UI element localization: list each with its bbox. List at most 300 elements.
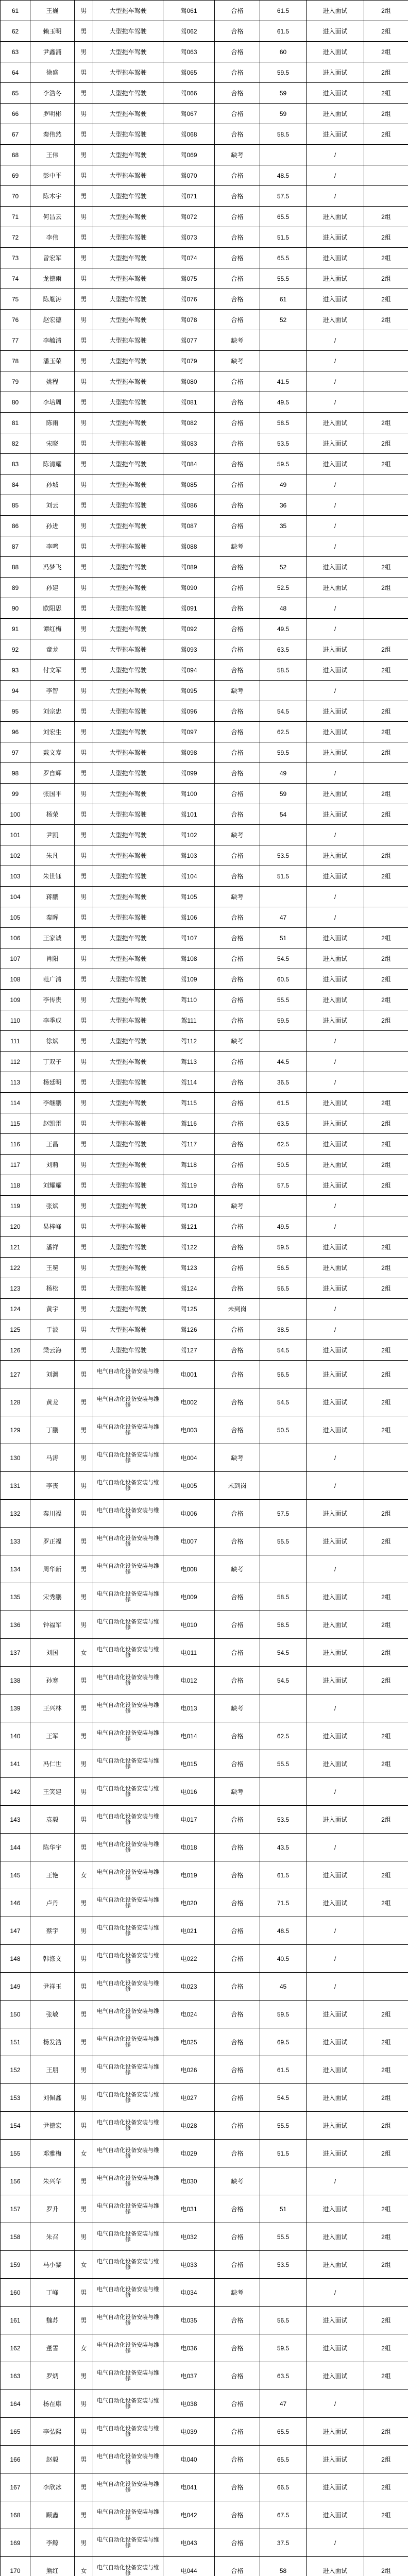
interview-status-cell: 进入面试	[307, 1528, 364, 1555]
name-cell: 孙寒	[30, 1667, 75, 1694]
interview-status-cell: 进入面试	[307, 701, 364, 722]
gender-cell: 男	[75, 1611, 93, 1639]
job-position-cell: 大型拖车驾驶	[93, 804, 163, 825]
group-cell: 2组	[364, 2056, 408, 2084]
qualification-cell: 合格	[215, 639, 260, 660]
interview-status-cell: /	[307, 1216, 364, 1237]
job-position-cell: 大型拖车驾驶	[93, 1134, 163, 1155]
job-position-cell: 大型拖车驾驶	[93, 948, 163, 969]
group-cell: 2组	[364, 2084, 408, 2112]
row-number-cell: 114	[1, 1093, 30, 1113]
group-cell: 2组	[364, 1, 408, 21]
table-row	[1, 619, 408, 639]
gender-cell: 男	[75, 1973, 93, 2001]
exam-number-cell: 驾067	[163, 104, 215, 124]
group-cell: 2组	[364, 969, 408, 990]
group-cell: 2组	[364, 2418, 408, 2446]
qualification-cell: 合格	[215, 1611, 260, 1639]
score-cell	[260, 1694, 307, 1722]
interview-status-cell: /	[307, 371, 364, 392]
interview-status-cell: 进入面试	[307, 1750, 364, 1778]
exam-number-cell: 驾100	[163, 784, 215, 804]
table-row	[1, 1258, 408, 1278]
job-position-cell: 大型拖车驾驶	[93, 1237, 163, 1258]
group-cell: 2组	[364, 83, 408, 104]
interview-status-cell: 进入面试	[307, 1583, 364, 1611]
name-cell: 丁鹏	[30, 1416, 75, 1444]
job-position-cell: 电气自动化设备安装与维修	[93, 1444, 163, 1472]
group-cell: 2组	[364, 2001, 408, 2028]
table-row	[1, 742, 408, 763]
score-cell: 60	[260, 42, 307, 62]
interview-status-cell: /	[307, 1072, 364, 1093]
table-row	[1, 1278, 408, 1299]
gender-cell: 男	[75, 1278, 93, 1299]
table-row	[1, 1134, 408, 1155]
gender-cell: 男	[75, 1093, 93, 1113]
score-cell: 48.5	[260, 1917, 307, 1945]
gender-cell: 男	[75, 907, 93, 928]
qualification-cell: 合格	[215, 2362, 260, 2390]
exam-number-cell: 驾096	[163, 701, 215, 722]
score-cell	[260, 330, 307, 351]
row-number-cell: 109	[1, 990, 30, 1010]
table-row	[1, 21, 408, 42]
gender-cell: 男	[75, 289, 93, 310]
row-number-cell: 104	[1, 887, 30, 907]
name-cell: 周华新	[30, 1555, 75, 1583]
group-cell: 2组	[364, 1155, 408, 1175]
interview-status-cell: 进入面试	[307, 268, 364, 289]
job-position-cell: 大型拖车驾驶	[93, 1319, 163, 1340]
qualification-cell: 合格	[215, 1528, 260, 1555]
group-cell	[364, 1216, 408, 1237]
group-cell: 2组	[364, 1889, 408, 1917]
qualification-cell: 合格	[215, 83, 260, 104]
row-number-cell: 95	[1, 701, 30, 722]
job-position-cell: 大型拖车驾驶	[93, 371, 163, 392]
name-cell: 杨廷明	[30, 1072, 75, 1093]
name-cell: 秦晖	[30, 907, 75, 928]
job-position-cell: 电气自动化设备安装与维修	[93, 1778, 163, 1806]
row-number-cell: 83	[1, 454, 30, 474]
job-position-cell: 大型拖车驾驶	[93, 866, 163, 887]
row-number-cell: 140	[1, 1722, 30, 1750]
name-cell: 王昌	[30, 1134, 75, 1155]
interview-status-cell: /	[307, 2390, 364, 2418]
group-cell	[364, 1052, 408, 1072]
table-row	[1, 1, 408, 21]
gender-cell: 男	[75, 1052, 93, 1072]
exam-number-cell: 电004	[163, 1444, 215, 1472]
gender-cell: 男	[75, 474, 93, 495]
gender-cell: 男	[75, 1945, 93, 1973]
group-cell: 2组	[364, 2362, 408, 2390]
interview-status-cell: /	[307, 2529, 364, 2557]
name-cell: 陈胤涛	[30, 289, 75, 310]
qualification-cell: 合格	[215, 2001, 260, 2028]
name-cell: 王伟	[30, 145, 75, 165]
group-cell: 2组	[364, 454, 408, 474]
score-cell: 54	[260, 804, 307, 825]
qualification-cell: 缺考	[215, 330, 260, 351]
interview-status-cell: 进入面试	[307, 2112, 364, 2140]
qualification-cell: 合格	[215, 2251, 260, 2279]
qualification-cell: 合格	[215, 2028, 260, 2056]
score-cell: 36	[260, 495, 307, 516]
job-position-cell: 电气自动化设备安装与维修	[93, 2140, 163, 2167]
name-cell: 李智	[30, 681, 75, 701]
job-position-cell: 电气自动化设备安装与维修	[93, 2001, 163, 2028]
gender-cell: 男	[75, 1694, 93, 1722]
group-cell	[364, 2529, 408, 2557]
interview-status-cell: 进入面试	[307, 104, 364, 124]
exam-number-cell: 驾116	[163, 1113, 215, 1134]
name-cell: 杨在康	[30, 2390, 75, 2418]
interview-status-cell: 进入面试	[307, 1278, 364, 1299]
interview-status-cell: /	[307, 1472, 364, 1500]
name-cell: 潘祥	[30, 1237, 75, 1258]
gender-cell: 男	[75, 310, 93, 330]
score-cell: 61.5	[260, 1, 307, 21]
qualification-cell: 合格	[215, 474, 260, 495]
gender-cell: 男	[75, 516, 93, 536]
table-row	[1, 1778, 408, 1806]
row-number-cell: 156	[1, 2167, 30, 2195]
row-number-cell: 108	[1, 969, 30, 990]
row-number-cell: 163	[1, 2362, 30, 2390]
gender-cell: 男	[75, 2279, 93, 2307]
table-row	[1, 1945, 408, 1973]
interview-status-cell: 进入面试	[307, 2473, 364, 2501]
row-number-cell: 160	[1, 2279, 30, 2307]
exam-number-cell: 驾126	[163, 1319, 215, 1340]
interview-status-cell: 进入面试	[307, 866, 364, 887]
table-row	[1, 1528, 408, 1555]
table-row	[1, 887, 408, 907]
gender-cell: 男	[75, 1889, 93, 1917]
row-number-cell: 71	[1, 207, 30, 227]
exam-number-cell: 驾084	[163, 454, 215, 474]
exam-number-cell: 驾075	[163, 268, 215, 289]
job-position-cell: 电气自动化设备安装与维修	[93, 1889, 163, 1917]
group-cell: 2组	[364, 1134, 408, 1155]
table-row	[1, 845, 408, 866]
qualification-cell: 合格	[215, 990, 260, 1010]
score-cell: 47	[260, 907, 307, 928]
score-cell: 53.5	[260, 1806, 307, 1834]
group-cell	[364, 1917, 408, 1945]
name-cell: 戴文寿	[30, 742, 75, 763]
gender-cell: 男	[75, 2390, 93, 2418]
name-cell: 黄龙	[30, 1388, 75, 1416]
interview-status-cell: 进入面试	[307, 2084, 364, 2112]
qualification-cell: 缺考	[215, 1694, 260, 1722]
row-number-cell: 115	[1, 1113, 30, 1134]
interview-status-cell: /	[307, 186, 364, 207]
row-number-cell: 97	[1, 742, 30, 763]
qualification-cell: 合格	[215, 124, 260, 145]
score-cell: 55.5	[260, 2223, 307, 2251]
job-position-cell: 电气自动化设备安装与维修	[93, 1750, 163, 1778]
qualification-cell: 合格	[215, 186, 260, 207]
interview-status-cell: /	[307, 474, 364, 495]
group-cell: 2组	[364, 104, 408, 124]
interview-status-cell: /	[307, 1778, 364, 1806]
job-position-cell: 大型拖车驾驶	[93, 845, 163, 866]
name-cell: 张斌	[30, 1196, 75, 1216]
gender-cell: 男	[75, 1500, 93, 1528]
gender-cell: 男	[75, 598, 93, 619]
interview-status-cell: 进入面试	[307, 639, 364, 660]
table-row	[1, 1113, 408, 1134]
row-number-cell: 88	[1, 557, 30, 578]
row-number-cell: 130	[1, 1444, 30, 1472]
name-cell: 罗升	[30, 2195, 75, 2223]
row-number-cell: 137	[1, 1639, 30, 1667]
job-position-cell: 电气自动化设备安装与维修	[93, 1361, 163, 1388]
job-position-cell: 大型拖车驾驶	[93, 722, 163, 742]
gender-cell: 男	[75, 784, 93, 804]
interview-status-cell: /	[307, 1945, 364, 1973]
job-position-cell: 电气自动化设备安装与维修	[93, 2501, 163, 2529]
interview-status-cell: 进入面试	[307, 2223, 364, 2251]
group-cell: 2组	[364, 722, 408, 742]
exam-number-cell: 驾093	[163, 639, 215, 660]
score-cell: 54.5	[260, 1667, 307, 1694]
group-cell	[364, 1555, 408, 1583]
group-cell	[364, 1196, 408, 1216]
score-cell: 59.5	[260, 2001, 307, 2028]
name-cell: 王军	[30, 1722, 75, 1750]
table-row	[1, 2112, 408, 2140]
exam-number-cell: 驾125	[163, 1299, 215, 1319]
interview-status-cell: /	[307, 1031, 364, 1052]
table-row	[1, 124, 408, 145]
score-cell: 49.5	[260, 619, 307, 639]
interview-status-cell: 进入面试	[307, 227, 364, 248]
gender-cell: 男	[75, 1175, 93, 1196]
table-row	[1, 2028, 408, 2056]
row-number-cell: 89	[1, 578, 30, 598]
row-number-cell: 135	[1, 1583, 30, 1611]
score-cell	[260, 2279, 307, 2307]
gender-cell: 男	[75, 536, 93, 557]
interview-status-cell: /	[307, 145, 364, 165]
qualification-cell: 合格	[215, 1834, 260, 1861]
table-row	[1, 413, 408, 433]
interview-status-cell: 进入面试	[307, 1237, 364, 1258]
gender-cell: 男	[75, 1155, 93, 1175]
gender-cell: 男	[75, 145, 93, 165]
group-cell: 2组	[364, 2112, 408, 2140]
qualification-cell: 合格	[215, 104, 260, 124]
name-cell: 徐斌	[30, 1031, 75, 1052]
table-row	[1, 495, 408, 516]
row-number-cell: 170	[1, 2557, 30, 2576]
row-number-cell: 110	[1, 1010, 30, 1031]
gender-cell: 男	[75, 1555, 93, 1583]
group-cell	[364, 495, 408, 516]
name-cell: 李浩冬	[30, 83, 75, 104]
table-row	[1, 2390, 408, 2418]
exam-number-cell: 驾113	[163, 1052, 215, 1072]
exam-number-cell: 驾065	[163, 62, 215, 83]
job-position-cell: 电气自动化设备安装与维修	[93, 1722, 163, 1750]
gender-cell: 男	[75, 1834, 93, 1861]
name-cell: 丁双子	[30, 1052, 75, 1072]
group-cell: 2组	[364, 62, 408, 83]
job-position-cell: 电气自动化设备安装与维修	[93, 2446, 163, 2473]
table-row	[1, 62, 408, 83]
gender-cell: 男	[75, 2501, 93, 2529]
interview-status-cell: /	[307, 887, 364, 907]
interview-status-cell: 进入面试	[307, 42, 364, 62]
exam-number-cell: 电041	[163, 2473, 215, 2501]
score-cell: 50.5	[260, 1155, 307, 1175]
score-cell: 57.5	[260, 1175, 307, 1196]
interview-status-cell: /	[307, 1555, 364, 1583]
score-cell: 56.5	[260, 1258, 307, 1278]
row-number-cell: 136	[1, 1611, 30, 1639]
interview-status-cell: 进入面试	[307, 83, 364, 104]
score-cell: 59.5	[260, 454, 307, 474]
row-number-cell: 133	[1, 1528, 30, 1555]
qualification-cell: 合格	[215, 2307, 260, 2334]
interview-status-cell: 进入面试	[307, 1361, 364, 1388]
interview-status-cell: 进入面试	[307, 948, 364, 969]
group-cell: 2组	[364, 1237, 408, 1258]
group-cell: 2组	[364, 928, 408, 948]
row-number-cell: 138	[1, 1667, 30, 1694]
qualification-cell: 合格	[215, 1361, 260, 1388]
qualification-cell: 合格	[215, 619, 260, 639]
score-cell: 71.5	[260, 1889, 307, 1917]
job-position-cell: 大型拖车驾驶	[93, 392, 163, 413]
group-cell	[364, 392, 408, 413]
row-number-cell: 113	[1, 1072, 30, 1093]
row-number-cell: 131	[1, 1472, 30, 1500]
exam-number-cell: 电014	[163, 1722, 215, 1750]
name-cell: 李季成	[30, 1010, 75, 1031]
exam-number-cell: 电013	[163, 1694, 215, 1722]
exam-number-cell: 驾069	[163, 145, 215, 165]
gender-cell: 男	[75, 2362, 93, 2390]
interview-status-cell: 进入面试	[307, 1258, 364, 1278]
job-position-cell: 大型拖车驾驶	[93, 474, 163, 495]
job-position-cell: 电气自动化设备安装与维修	[93, 1583, 163, 1611]
table-row	[1, 1196, 408, 1216]
interview-status-cell: 进入面试	[307, 2362, 364, 2390]
name-cell: 龙德雨	[30, 268, 75, 289]
group-cell	[364, 907, 408, 928]
interview-status-cell: /	[307, 351, 364, 371]
name-cell: 朱凡	[30, 845, 75, 866]
gender-cell: 男	[75, 1388, 93, 1416]
score-cell	[260, 825, 307, 845]
exam-number-cell: 电016	[163, 1778, 215, 1806]
job-position-cell: 大型拖车驾驶	[93, 186, 163, 207]
job-position-cell: 电气自动化设备安装与维修	[93, 1500, 163, 1528]
gender-cell: 男	[75, 887, 93, 907]
score-cell: 52	[260, 310, 307, 330]
table-row	[1, 660, 408, 681]
score-cell: 65.5	[260, 2418, 307, 2446]
table-row	[1, 165, 408, 186]
score-cell: 61.5	[260, 21, 307, 42]
qualification-cell: 合格	[215, 62, 260, 83]
job-position-cell: 电气自动化设备安装与维修	[93, 2056, 163, 2084]
gender-cell: 男	[75, 1113, 93, 1134]
interview-status-cell: /	[307, 598, 364, 619]
interview-status-cell: 进入面试	[307, 207, 364, 227]
qualification-cell: 缺考	[215, 145, 260, 165]
row-number-cell: 148	[1, 1945, 30, 1973]
score-cell: 36.5	[260, 1072, 307, 1093]
table-row	[1, 1175, 408, 1196]
row-number-cell: 164	[1, 2390, 30, 2418]
gender-cell: 男	[75, 1444, 93, 1472]
name-cell: 李鲸	[30, 2529, 75, 2557]
job-position-cell: 大型拖车驾驶	[93, 1175, 163, 1196]
table-row	[1, 536, 408, 557]
table-row	[1, 681, 408, 701]
job-position-cell: 大型拖车驾驶	[93, 1278, 163, 1299]
exam-number-cell: 驾098	[163, 742, 215, 763]
table-row	[1, 1722, 408, 1750]
row-number-cell: 129	[1, 1416, 30, 1444]
qualification-cell: 合格	[215, 310, 260, 330]
job-position-cell: 大型拖车驾驶	[93, 433, 163, 454]
table-row	[1, 1806, 408, 1834]
name-cell: 付文军	[30, 660, 75, 681]
qualification-cell: 合格	[215, 1237, 260, 1258]
job-position-cell: 电气自动化设备安装与维修	[93, 1528, 163, 1555]
qualification-cell: 合格	[215, 1113, 260, 1134]
name-cell: 杨荣	[30, 804, 75, 825]
qualification-cell: 合格	[215, 1216, 260, 1237]
group-cell: 2组	[364, 21, 408, 42]
row-number-cell: 117	[1, 1155, 30, 1175]
score-cell: 67.5	[260, 2501, 307, 2529]
qualification-cell: 合格	[215, 1750, 260, 1778]
interview-status-cell: /	[307, 1444, 364, 1472]
score-cell	[260, 536, 307, 557]
group-cell	[364, 1444, 408, 1472]
table-row	[1, 948, 408, 969]
group-cell: 2组	[364, 1611, 408, 1639]
name-cell: 王冕	[30, 1258, 75, 1278]
exam-number-cell: 电036	[163, 2334, 215, 2362]
interview-status-cell: 进入面试	[307, 1340, 364, 1361]
qualification-cell: 合格	[215, 1010, 260, 1031]
exam-number-cell: 电009	[163, 1583, 215, 1611]
score-cell: 51.5	[260, 2140, 307, 2167]
gender-cell: 男	[75, 1237, 93, 1258]
row-number-cell: 124	[1, 1299, 30, 1319]
job-position-cell: 电气自动化设备安装与维修	[93, 2167, 163, 2195]
qualification-cell: 合格	[215, 1722, 260, 1750]
gender-cell: 男	[75, 62, 93, 83]
group-cell: 2组	[364, 1278, 408, 1299]
table-row	[1, 2195, 408, 2223]
job-position-cell: 大型拖车驾驶	[93, 1216, 163, 1237]
gender-cell: 男	[75, 1319, 93, 1340]
name-cell: 刘耀耀	[30, 1175, 75, 1196]
qualification-cell: 合格	[215, 742, 260, 763]
qualification-cell: 合格	[215, 928, 260, 948]
table-row	[1, 825, 408, 845]
